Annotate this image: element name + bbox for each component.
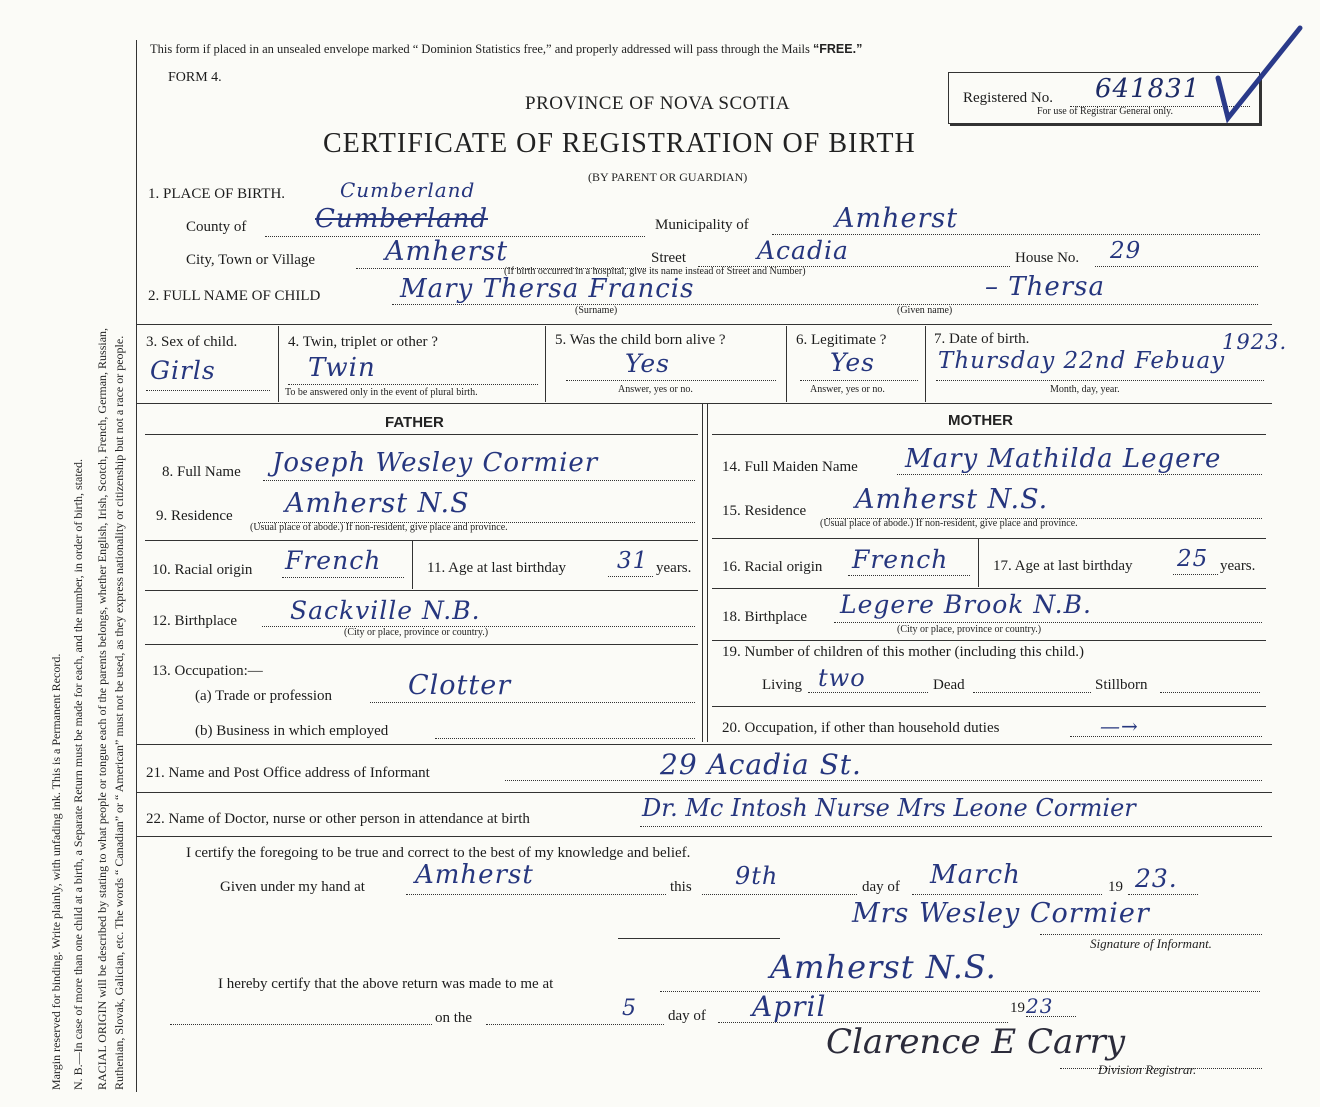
margin-note-binding: Margin reserved for binding. Write plainly, with unfading ink. This is a Permanent Record. <box>49 653 63 1090</box>
legitimate-label: 6. Legitimate ? <box>796 332 887 348</box>
children-count-label: 19. Number of children of this mother (including this child.) <box>722 644 1085 660</box>
given-place-value: Amherst <box>415 860 534 890</box>
street-value: Acadia <box>757 236 849 265</box>
province-heading: PROVINCE OF NOVA SCOTIA <box>525 93 791 114</box>
on-the-label: on the <box>435 1010 473 1026</box>
margin-note-racial-origin-1: RACIAL ORIGIN will be described by stating to what people or tongue each of the parents belongs, whether English, Irish, Scotch, French, German, Russian, <box>95 327 109 1090</box>
registrar-day-of-label: day of <box>668 1008 706 1024</box>
certify-text: I certify the foregoing to be true and correct to the best of my knowledge and belief. <box>186 845 691 861</box>
municipality-value: Amherst <box>835 203 959 234</box>
father-birthplace-value: Sackville N.B. <box>290 596 481 625</box>
registrar-year-prefix: 19 <box>1010 1000 1025 1016</box>
informant-signature: Mrs Wesley Cormier <box>852 898 1150 929</box>
registrar-caption: Division Registrar. <box>1098 1062 1197 1077</box>
father-residence-label: 9. Residence <box>156 508 233 524</box>
informant-signature-caption: Signature of Informant. <box>1090 936 1212 951</box>
twin-label: 4. Twin, triplet or other ? <box>288 334 438 350</box>
this-label: this <box>670 879 692 895</box>
registered-label: Registered No. <box>963 90 1053 106</box>
form-number: FORM 4. <box>168 70 222 85</box>
house-label: House No. <box>1015 250 1080 266</box>
mother-residence-label: 15. Residence <box>722 503 807 519</box>
father-birthplace-note: (City or place, province or country.) <box>344 627 489 638</box>
registrar-general-note: For use of Registrar General only. <box>1037 106 1173 117</box>
twin-note: To be answered only in the event of plural birth. <box>285 387 478 398</box>
mother-heading: MOTHER <box>948 412 1013 429</box>
father-residence-value: Amherst N.S <box>285 488 470 519</box>
mother-birthplace-label: 18. Birthplace <box>722 609 807 625</box>
margin-note-separate-return: N. B.—In case of more than one child at a birth, a Separate Return must be made for each, and the number, in order of birth, stated. <box>71 459 85 1090</box>
mother-occupation-label: 20. Occupation, if other than household duties <box>722 720 1000 736</box>
registrar-signature: Clarence E Carry <box>826 1022 1126 1062</box>
place-of-birth-label: 1. PLACE OF BIRTH. <box>148 186 286 202</box>
registrar-certify-text: I hereby certify that the above return was made to me at <box>218 976 554 992</box>
certificate-subtitle: (BY PARENT OR GUARDIAN) <box>588 170 748 184</box>
father-age-value: 31 <box>617 548 649 574</box>
father-residence-note: (Usual place of abode.) If non-resident, give place and province. <box>250 522 508 533</box>
year-prefix: 19 <box>1108 879 1123 895</box>
registered-number: 641831 <box>1095 74 1201 104</box>
registrar-day-value: 5 <box>622 996 637 1021</box>
street-label: Street <box>651 250 686 266</box>
dob-note: Month, day, year. <box>1050 384 1120 395</box>
stillborn-label: Stillborn <box>1095 677 1148 693</box>
occupation-label: 13. Occupation:— <box>152 663 263 679</box>
surname-note: (Surname) <box>575 305 618 316</box>
child-surname-value: Mary Thersa Francis <box>400 274 695 304</box>
registrar-month-value: April <box>752 990 827 1023</box>
mother-name-value: Mary Mathilda Legere <box>905 444 1222 474</box>
mother-age-value: 25 <box>1177 546 1209 572</box>
sex-value: Girls <box>150 356 216 385</box>
registrar-place-value: Amherst N.S. <box>770 948 997 986</box>
business-label: (b) Business in which employed <box>195 723 389 739</box>
informant-value: 29 Acadia St. <box>660 748 862 781</box>
county-value-correction: Cumberland <box>340 178 476 202</box>
legitimate-value: Yes <box>830 348 875 377</box>
doctor-value: Dr. Mc Intosh Nurse Mrs Leone Cormier <box>642 794 1136 822</box>
sex-label: 3. Sex of child. <box>146 334 238 350</box>
father-name-value: Joseph Wesley Cormier <box>272 448 599 478</box>
county-value: Cumberland <box>315 204 488 234</box>
mother-residence-value: Amherst N.S. <box>855 484 1049 515</box>
child-name-label: 2. FULL NAME OF CHILD <box>148 288 321 304</box>
mother-age-unit: years. <box>1220 558 1256 574</box>
margin-note-racial-origin-2: Ruthenian, Slovak, Galician, etc. The words “ Canadian” or “ American” must not be used, as they express nationality or citizenship but not a race or people. <box>112 335 126 1090</box>
hospital-note: (If birth occurred in a hospital, give its name instead of Street and Number) <box>504 266 806 277</box>
living-value: two <box>818 664 866 692</box>
dob-label: 7. Date of birth. <box>934 331 1030 347</box>
certificate-title: CERTIFICATE OF REGISTRATION OF BIRTH <box>323 128 916 159</box>
mother-birthplace-value: Legere Brook N.B. <box>840 590 1092 619</box>
day-of-label: day of <box>862 879 900 895</box>
house-value: 29 <box>1110 238 1142 264</box>
trade-label: (a) Trade or profession <box>195 688 333 704</box>
father-age-label: 11. Age at last birthday <box>427 560 566 576</box>
mother-racial-label: 16. Racial origin <box>722 559 823 575</box>
father-birthplace-label: 12. Birthplace <box>152 613 237 629</box>
born-alive-note: Answer, yes or no. <box>618 384 693 395</box>
municipality-label: Municipality of <box>655 217 749 233</box>
mother-racial-value: French <box>852 545 949 574</box>
child-given-value: – Thersa <box>985 272 1106 302</box>
born-alive-label: 5. Was the child born alive ? <box>555 332 726 348</box>
trade-value: Clotter <box>408 670 512 701</box>
dob-year: 1923. <box>1222 330 1288 354</box>
father-age-unit: years. <box>656 560 692 576</box>
living-label: Living <box>762 677 802 693</box>
dob-value: Thursday 22nd Febuay <box>938 348 1226 374</box>
mail-notice: This form if placed in an unsealed envelope marked “ Dominion Statistics free,” and properly addressed will pass through the Mails “FREE.” <box>150 42 863 56</box>
father-racial-value: French <box>285 546 382 575</box>
checkmark-icon <box>1200 20 1310 140</box>
city-value: Amherst <box>385 236 509 267</box>
month-value: March <box>930 860 1021 890</box>
mother-occupation-value: —→ <box>1100 714 1139 738</box>
born-alive-value: Yes <box>625 349 670 378</box>
twin-value: Twin <box>308 353 376 383</box>
county-label: County of <box>186 219 247 235</box>
given-label: Given under my hand at <box>220 879 365 895</box>
doctor-label: 22. Name of Doctor, nurse or other person in attendance at birth <box>146 811 530 827</box>
informant-label: 21. Name and Post Office address of Informant <box>146 765 430 781</box>
dead-label: Dead <box>933 677 965 693</box>
father-name-label: 8. Full Name <box>162 464 241 480</box>
mother-age-label: 17. Age at last birthday <box>993 558 1133 574</box>
mother-birthplace-note: (City or place, province or country.) <box>897 624 1042 635</box>
mother-name-label: 14. Full Maiden Name <box>722 459 858 475</box>
registrar-year-value: 23 <box>1026 994 1054 1018</box>
legitimate-note: Answer, yes or no. <box>810 384 885 395</box>
mother-residence-note: (Usual place of abode.) If non-resident, give place and province. <box>820 518 1078 529</box>
city-label: City, Town or Village <box>186 252 316 268</box>
father-racial-label: 10. Racial origin <box>152 562 253 578</box>
given-name-note: (Given name) <box>897 305 953 316</box>
father-heading: FATHER <box>385 414 444 431</box>
year-value: 23. <box>1135 864 1178 893</box>
day-value: 9th <box>735 862 779 890</box>
